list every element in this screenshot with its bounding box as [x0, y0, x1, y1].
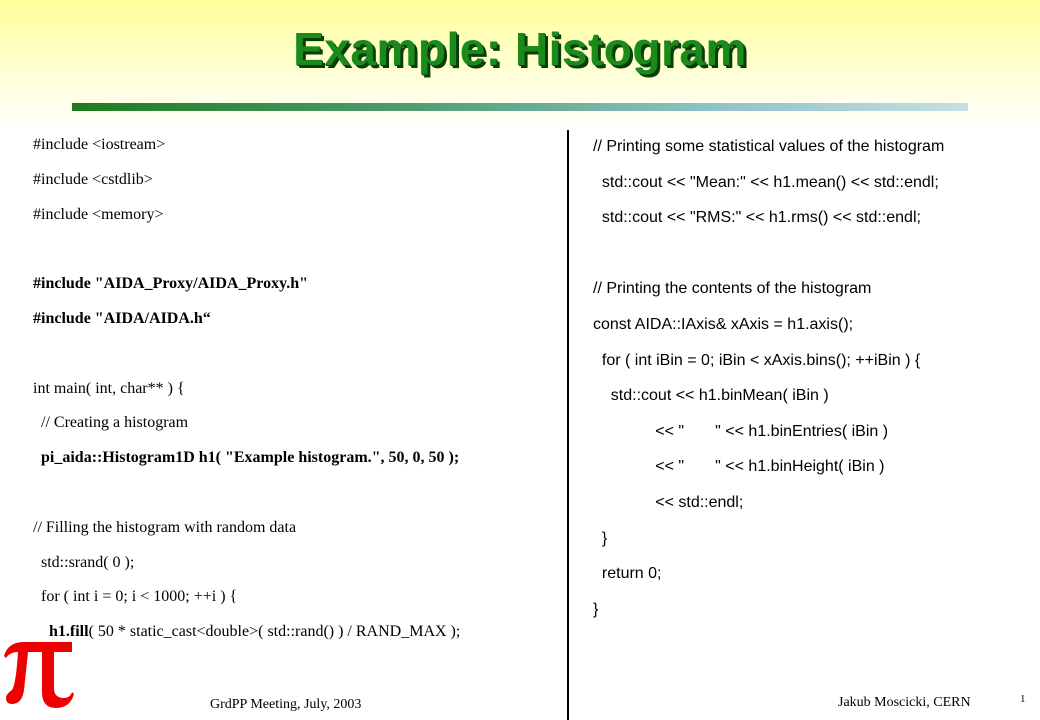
code-line: // Printing some statistical values of the histogram — [593, 138, 945, 155]
code-line: #include <iostream> — [33, 136, 166, 153]
footer-meeting: GrdPP Meeting, July, 2003 — [210, 697, 362, 712]
code-line: int main( int, char** ) { — [33, 379, 185, 397]
code-line — [33, 344, 563, 379]
code-line: return 0; — [593, 565, 662, 583]
code-line: << std::endl; — [593, 493, 744, 511]
code-line: h1.fill( 50 * static_cast<double>( std::rand() ) / RAND_MAX ); — [33, 623, 461, 641]
pi-symbol-icon — [0, 628, 78, 708]
code-line: std::cout << "RMS:" << h1.rms() << std::endl; — [593, 209, 921, 227]
footer-author: Jakub Moscicki, CERN — [838, 695, 971, 710]
code-line: #include <cstdlib> — [33, 170, 153, 188]
code-line: pi_aida::Histogram1D h1( "Example histogram.", 50, 0, 50 ); — [33, 449, 460, 467]
code-line: } — [593, 600, 599, 618]
code-line: // Printing the contents of the histogram — [593, 280, 872, 298]
code-line: #include <memory> — [33, 205, 164, 223]
code-line: << " " << h1.binHeight( iBin ) — [593, 458, 885, 476]
code-line: for ( int iBin = 0; iBin < xAxis.bins(); ++iBin ) { — [593, 351, 921, 369]
code-line — [33, 239, 563, 274]
page-number: 1 — [1020, 693, 1026, 705]
code-line: std::cout << "Mean:" << h1.mean() << std::endl; — [593, 173, 939, 191]
code-line: std::cout << h1.binMean( iBin ) — [593, 387, 829, 405]
code-line: // Filling the histogram with random data — [33, 518, 297, 536]
code-line: #include "AIDA/AIDA.h“ — [33, 309, 211, 327]
code-line: const AIDA::IAxis& xAxis = h1.axis(); — [593, 315, 854, 333]
slide-title: Example: Histogram — [293, 23, 747, 75]
code-line — [593, 244, 1033, 280]
left-code-block — [33, 135, 563, 657]
code-bold-fragment: h1.fill — [33, 623, 89, 641]
code-line: #include "AIDA_Proxy/AIDA_Proxy.h" — [33, 275, 308, 293]
title-underline — [72, 103, 968, 111]
code-line: << " " << h1.binEntries( iBin ) — [593, 422, 889, 440]
code-line: for ( int i = 0; i < 1000; ++i ) { — [33, 588, 238, 606]
column-divider — [567, 130, 569, 720]
code-line: std::srand( 0 ); — [33, 553, 135, 571]
code-line: } — [593, 529, 608, 547]
code-line: // Creating a histogram — [33, 414, 189, 432]
right-code-block — [593, 137, 1033, 635]
code-line — [33, 483, 563, 518]
